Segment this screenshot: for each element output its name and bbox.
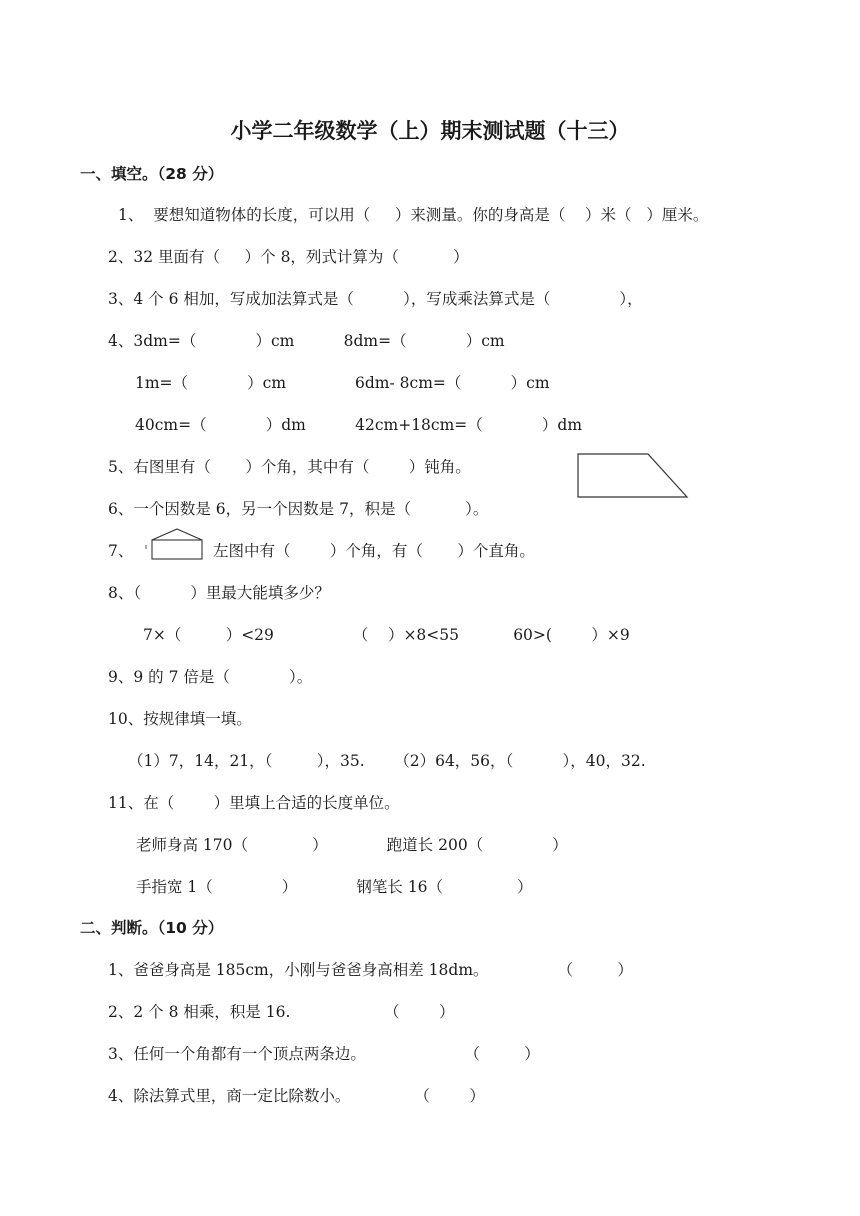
question-3: 3、4 个 6 相加，写成加法算式是（ ），写成乘法算式是（ ）， (108, 290, 643, 308)
page-title: 小学二年级数学（上）期末测试题（十三） (230, 119, 630, 143)
question-4-row-2: 1m=（ ）cm 6dm- 8cm=（ ）cm (135, 374, 550, 392)
house-shape-figure (140, 526, 210, 562)
question-9: 9、9 的 7 倍是（ ）。 (108, 668, 313, 686)
question-10-sequences: （1）7，14，21，（ ），35. （2）64，56，（ ），40，32. (128, 752, 646, 770)
judge-2: 2、2 个 8 相乘，积是 16. （ ） (108, 1003, 455, 1021)
judge-4: 4、除法算式里，商一定比除数小。 （ ） (108, 1087, 485, 1105)
trapezoid-figure (576, 452, 690, 500)
question-11: 11、在（ ）里填上合适的长度单位。 (108, 794, 400, 812)
question-8-items: 7×（ ）<29 （ ）×8<55 60>( ）×9 (143, 626, 630, 644)
question-7: 左图中有（ ）个角，有（ ）个直角。 (213, 542, 535, 560)
question-11-row-1: 老师身高 170（ ） 跑道长 200（ ） (136, 836, 568, 854)
question-6: 6、一个因数是 6，另一个因数是 7，积是（ ）。 (108, 500, 489, 518)
question-10: 10、按规律填一填。 (108, 710, 252, 728)
question-1: 1、 要想知道物体的长度，可以用（ ）来测量。你的身高是（ ）米（ ）厘米。 (118, 206, 709, 224)
question-8: 8、（ ）里最大能填多少？ (108, 584, 330, 602)
question-4-row-3: 40cm=（ ）dm 42cm+18cm=（ ）dm (135, 416, 583, 434)
question-2: 2、32 里面有（ ）个 8，列式计算为（ ） (108, 248, 469, 266)
question-5: 5、右图里有（ ）个角，其中有（ ）钝角。 (108, 458, 471, 476)
question-11-row-2: 手指宽 1（ ） 钢笔长 16（ ） (136, 878, 533, 896)
judge-3: 3、任何一个角都有一个顶点两条边。 （ ） (108, 1045, 540, 1063)
section-heading-true-false: 二、判断。（10 分） (80, 919, 224, 937)
section-heading-fill-in: 一、填空。（28 分） (80, 165, 224, 183)
judge-1: 1、爸爸身高是 185cm，小刚与爸爸身高相差 18dm。 （ ） (108, 961, 633, 979)
question-4-row-1: 4、3dm=（ ）cm 8dm=（ ）cm (108, 332, 505, 350)
question-7-number: 7、 (108, 542, 134, 560)
